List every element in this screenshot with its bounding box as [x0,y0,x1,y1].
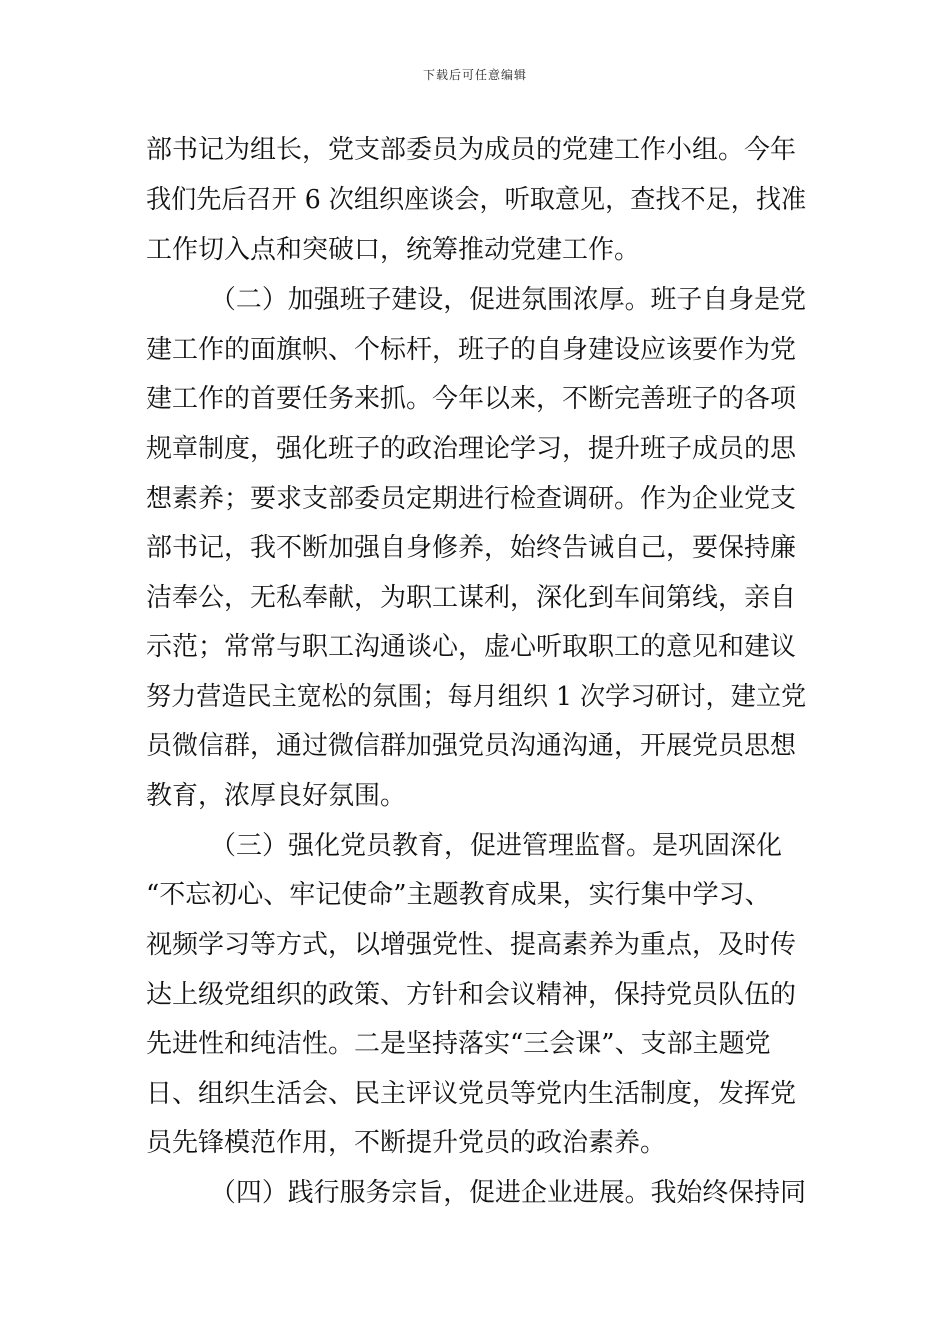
section-heading-line: （三）强化党员教育，促进管理监督。是巩固深化 [210,831,783,861]
body-line: 工作切入点和突破口，统筹推动党建工作。 [146,235,641,265]
body-line: 努力营造民主宽松的氛围；每月组织 1 次学习研讨，建立党 [146,682,807,712]
body-line: 达上级党组织的政策、方针和会议精神，保持党员队伍的 [146,980,797,1010]
body-line: 示范；常常与职工沟通谈心，虚心听取职工的意见和建议 [146,632,797,662]
body-line: 员微信群，通过微信群加强党员沟通沟通，开展党员思想 [146,731,797,761]
body-line: 部书记，我不断加强自身修养，始终告诫自己，要保持廉 [146,533,797,563]
body-line: 部书记为组长，党支部委员为成员的党建工作小组。今年 [146,135,797,165]
page-header: 下载后可任意编辑 [422,68,527,82]
body-line: 教育，浓厚良好氛围。 [146,781,407,811]
body-line: 员先锋模范作用，不断提升党员的政治素养。 [146,1128,667,1158]
body-line: 先进性和纯洁性。二是坚持落实“三会课”、支部主题党 [146,1029,771,1059]
body-line: 我们先后召开 6 次组织座谈会，听取意见，查找不足，找准 [146,185,807,215]
body-line: 视频学习等方式，以增强党性、提高素养为重点，及时传 [146,930,797,960]
body-line: 洁奉公，无私奉献，为职工谋利，深化到车间第线，亲自 [146,583,797,613]
body-line: 想素养；要求支部委员定期进行检查调研。作为企业党支 [146,484,797,514]
section-heading-line: （二）加强班子建设，促进氛围浓厚。班子自身是党 [210,285,807,315]
section-heading-line: （四）践行服务宗旨，促进企业进展。我始终保持同 [210,1178,807,1208]
body-line: 日、组织生活会、民主评议党员等党内生活制度，发挥党 [146,1079,797,1109]
body-line: “不忘初心、牢记使命”主题教育成果，实行集中学习、 [146,880,771,910]
body-line: 规章制度，强化班子的政治理论学习，提升班子成员的思 [146,434,797,464]
body-line: 建工作的首要任务来抓。今年以来，不断完善班子的各项 [146,384,797,414]
body-line: 建工作的面旗帜、个标杆，班子的自身建设应该要作为党 [146,335,797,365]
